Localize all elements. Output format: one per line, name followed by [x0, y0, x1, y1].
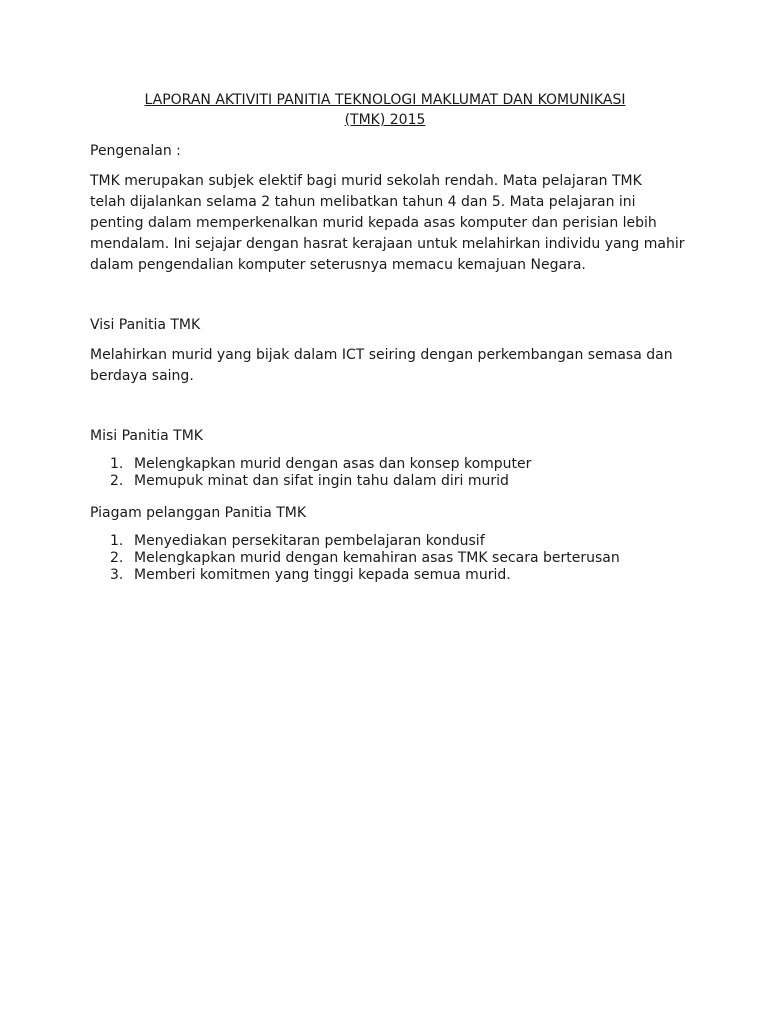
piagam-list: [90, 533, 680, 584]
spacer: [90, 387, 680, 426]
pengenalan-line: dalam pengendalian komputer seterusnya memacu kemajuan Negara.: [90, 257, 586, 273]
document-page: [90, 90, 685, 584]
misi-list: [90, 456, 680, 490]
list-item: 3. Memberi komitmen yang tinggi kepada semua murid.: [110, 567, 511, 583]
pengenalan-heading: Pengenalan :: [90, 143, 181, 159]
title-line-2: (TMK) 2015: [344, 112, 426, 128]
visi-line: Melahirkan murid yang bijak dalam ICT seiring dengan perkembangan semasa dan: [90, 347, 673, 363]
spacer: [90, 276, 680, 315]
piagam-heading: Piagam pelanggan Panitia TMK: [90, 505, 307, 521]
pengenalan-line: TMK merupakan subjek elektif bagi murid sekolah rendah. Mata pelajaran TMK: [90, 173, 642, 189]
misi-heading: Misi Panitia TMK: [90, 428, 203, 444]
visi-heading: Visi Panitia TMK: [90, 317, 201, 333]
list-item: 2. Memupuk minat dan sifat ingin tahu dalam diri murid: [110, 473, 509, 489]
pengenalan-paragraph: [90, 171, 685, 276]
title-line-1: LAPORAN AKTIVITI PANITIA TEKNOLOGI MAKLUMAT DAN KOMUNIKASI: [144, 92, 626, 108]
list-item: 2. Melengkapkan murid dengan kemahiran asas TMK secara berterusan: [110, 550, 620, 566]
document-title: [90, 90, 680, 130]
visi-paragraph: [90, 345, 680, 387]
list-item: 1. Melengkapkan murid dengan asas dan konsep komputer: [110, 456, 532, 472]
pengenalan-line: telah dijalankan selama 2 tahun melibatkan tahun 4 dan 5. Mata pelajaran ini: [90, 194, 636, 210]
list-item: 1. Menyediakan persekitaran pembelajaran kondusif: [110, 533, 485, 549]
pengenalan-line: mendalam. Ini sejajar dengan hasrat kerajaan untuk melahirkan individu yang mahir: [90, 236, 685, 252]
visi-line: berdaya saing.: [90, 368, 194, 384]
pengenalan-line: penting dalam memperkenalkan murid kepada asas komputer dan perisian lebih: [90, 215, 657, 231]
